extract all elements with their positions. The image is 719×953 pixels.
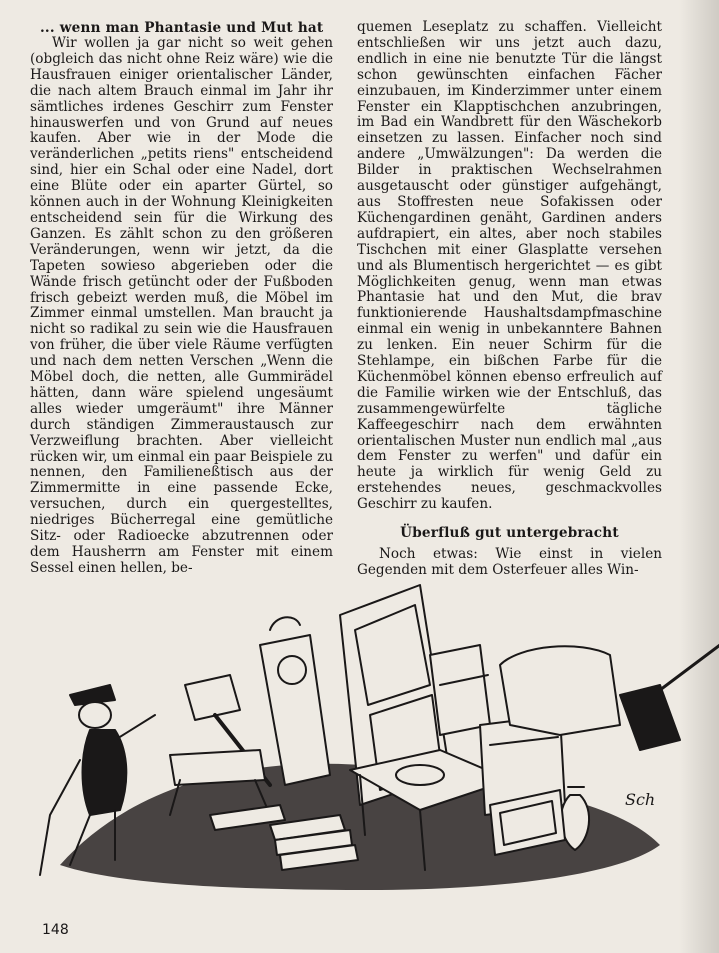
- broom: [620, 645, 719, 750]
- page-number: 148: [42, 922, 69, 938]
- armchair: [500, 646, 620, 735]
- intro-heading: ... wenn man Phantasie und Mut hat: [40, 20, 324, 36]
- right-column-text-continued: Noch etwas: Wie einst in vielen Gegenden mit dem Osterfeuer alles Win-: [357, 546, 662, 578]
- article-column-right: [357, 20, 662, 579]
- left-column-text: Wir wollen ja gar nicht so weit gehen (obgleich das nicht ohne Reiz wäre) wie die Hausfrauen einiger orientalischer Länder, die nach altem Brauch einmal im Jahr ihr sämtliches irdenes Geschirr zum Fenster hinauswerfen und von Grund auf neues kaufen. Aber wie in der Mode die veränderlichen „petits riens" entscheidend sind, hier ein Schal oder eine Nadel, dort eine Blüte oder ein aparter Gürtel, so können auch in der Wohnung Kleinigkeiten entscheidend sein für die Wirkung des Ganzen. Es zählt schon zu den größeren Veränderungen, wenn wir jetzt, da die Tapeten sowieso abgerieben oder die Wände frisch getüncht oder der Fußboden frisch gebeizt werden muß, die Möbel im Zimmer einmal umstellen. Man braucht ja nicht so radikal zu sein wie die Hausfrauen von früher, die über viele Räume verfügten und nach dem netten Verschen „Wenn die Möbel doch, die netten, alle Gummirädel hätten, dann wäre spielend ungesäumt alles wieder umgeräumt" ihre Männer durch ständigen Zimmeraustausch zur Verzweiflung brachten. Aber vielleicht rücken wir, um einmal ein paar Beispiele zu nennen, den Familieneßtisch aus der Zimmermitte in eine passende Ecke, versuchen, durch ein quergestelltes, niedriges Bücherregal eine gemütliche Sitz- oder Radioecke abzutrennen oder dem Hausherrn am Fenster mit einem Sessel einen hellen, be-: [30, 35, 333, 576]
- right-column-text: quemen Leseplatz zu schaffen. Vielleicht entschließen wir uns jetzt auch dazu, endlich in eine nie benutzte Tür die längst schon gewünschten einfachen Fächer einzubauen, im Kinderzimmer unter einem Fenster ein Klapptischchen anzubringen, im Bad ein Wandbrett für den Wäschekorb einsetzen zu lassen. Einfacher noch sind andere „Umwälzungen": Da werden die Bilder in praktischen Wechselrahmen ausgetauscht oder günstiger aufgehängt, aus Stoffresten neue Sofakissen oder Küchengardinen genäht, Gardinen anders aufdrapiert, ein altes, aber noch stabiles Tischchen mit einer Glasplatte versehen und als Blumentisch hergerichtet — es gibt Möglichkeiten genug, wenn man etwas Phantasie hat und den Mut, die brav funktionierende Haushaltsdampfmaschine einmal ein wenig in unbekanntere Bahnen zu lenken. Ein neuer Schirm für die Stehlampe, ein bißchen Farbe für die Küchenmöbel können ebenso erfreulich auf die Familie wirken wie der Entschluß, das zusammengewürfelte tägliche Kaffeegeschirr nach dem erwähnten orientalischen Muster nun endlich mal „aus dem Fenster zu werfen" und dafür ein heute ja wirklich für wenig Geld zu erstehendes neues, geschmackvolles Geschirr zu kaufen.: [357, 19, 662, 513]
- furniture-cartoon-illustration: [20, 575, 719, 905]
- section-heading: Überfluß gut untergebracht: [400, 525, 619, 542]
- chair: [430, 645, 490, 735]
- artist-signature: Sch: [625, 790, 656, 809]
- article-column-left: [30, 20, 333, 577]
- grandfather-clock: [260, 617, 330, 785]
